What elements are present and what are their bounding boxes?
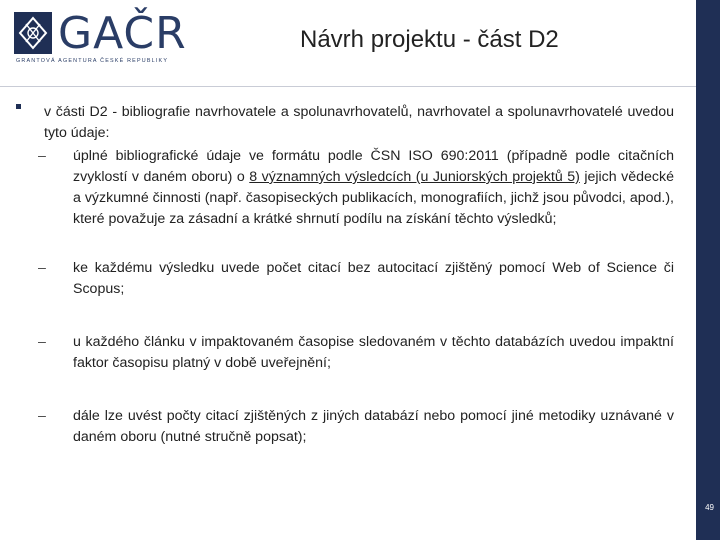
gacr-logo [14, 8, 187, 72]
side-accent-bar [696, 0, 720, 540]
list-item [38, 332, 674, 374]
logo-emblem-icon [14, 12, 52, 54]
item3-text: u každého článku v impaktovaném časopise sledovaném v těchto databázích uvedou impaktní faktor časopisu platný v době uveřejnění; [73, 334, 674, 371]
item4-text: dále lze uvést počty citací zjištěných z jiných databází nebo pomocí jiné metodiky uznávané v daném oboru (nutné stručně popsat); [73, 408, 674, 445]
dash-bullet-icon: – [38, 408, 46, 424]
logo-wordmark: GAČR [58, 8, 187, 59]
header-divider [0, 86, 696, 87]
item1-text-end: jejich vědecké a výzkumné činnosti (např. časopiseckých publikacích, monografiích, jichž jsou původci, apod.), které považuje za zásadní a krátké shrnutí podílu na získání těchto výsledků; [73, 169, 675, 227]
item1-underlined-text: 8 významných výsledcích (u Juniorských projektů 5) [249, 169, 580, 185]
slide-header [0, 0, 720, 78]
slide-title: Návrh projektu - část D2 [300, 26, 559, 53]
logo-subtitle: GRANTOVÁ AGENTURA ČESKÉ REPUBLIKY [16, 58, 169, 64]
item1-text-start: úplné bibliografické údaje ve formátu podle ČSN ISO 690:2011 (případně podle citačních zvyklostí v daném oboru) o [73, 148, 674, 185]
slide-body [38, 102, 675, 448]
list-item [38, 146, 675, 230]
dash-bullet-icon: – [38, 260, 46, 276]
dash-bullet-icon: – [38, 334, 46, 350]
square-bullet-icon [16, 104, 21, 109]
page-number: 49 [705, 503, 714, 512]
list-item [38, 258, 674, 300]
dash-bullet-icon: – [38, 148, 46, 164]
item2-text: ke každému výsledku uvede počet citací bez autocitací zjištěný pomocí Web of Science či Scopus; [73, 260, 674, 297]
list-item [38, 406, 674, 448]
intro-text: v části D2 - bibliografie navrhovatele a spolunavrhovatelů, navrhovatel a spolunavrhovatelé uvedou tyto údaje: [44, 104, 674, 141]
intro-paragraph [44, 102, 674, 144]
